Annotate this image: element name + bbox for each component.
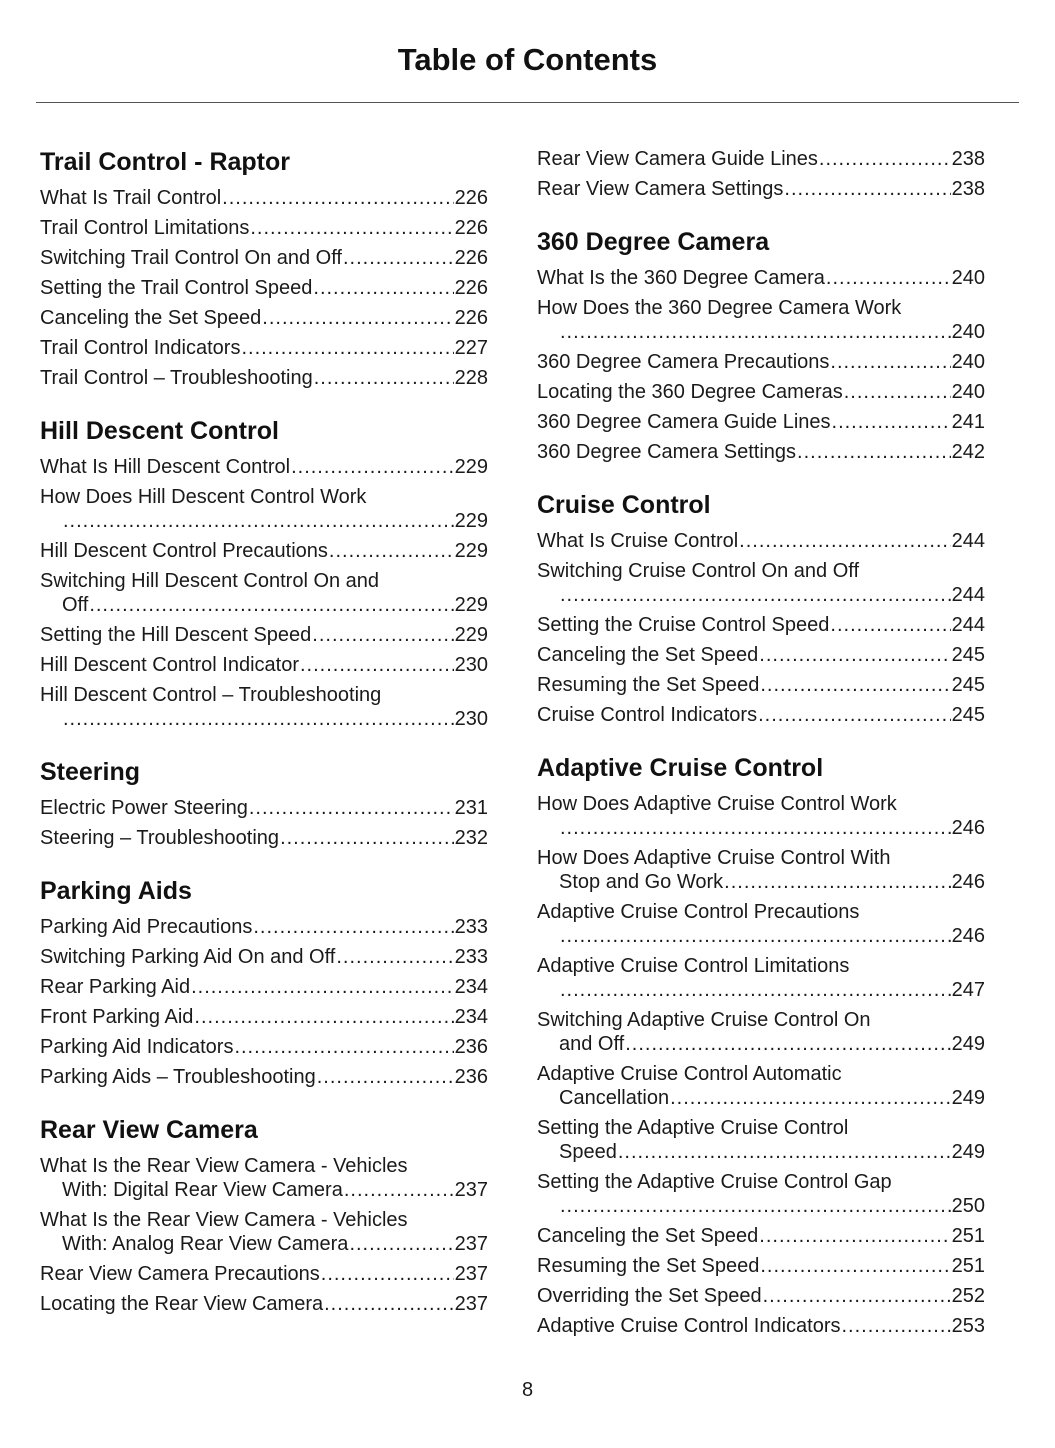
page-number-ref: 231 <box>454 797 488 819</box>
toc-entry-lastline <box>40 246 488 270</box>
toc-entry-lastline <box>40 945 488 969</box>
page-number-ref: 237 <box>454 1233 488 1255</box>
toc-entry <box>40 975 488 999</box>
dot-leader <box>313 276 453 300</box>
toc-entry <box>40 569 488 617</box>
toc-entry <box>40 1035 488 1059</box>
toc-entry-text: Rear Parking Aid <box>40 976 191 998</box>
toc-entry-text: Rear View Camera Settings <box>537 178 784 200</box>
page-number-ref: 226 <box>454 307 488 329</box>
page-footer-number: 8 <box>521 1379 534 1401</box>
page-number-ref: 244 <box>951 584 985 606</box>
dot-leader <box>194 1005 453 1029</box>
toc-column-right <box>537 147 985 1344</box>
page-number-ref: 249 <box>951 1141 985 1163</box>
toc-entry <box>40 485 488 533</box>
toc-entry-lastline <box>537 816 985 840</box>
toc-entry-lastline <box>40 366 488 390</box>
page-number-ref: 240 <box>951 321 985 343</box>
toc-entry <box>537 673 985 697</box>
toc-entry-lastline <box>537 147 985 171</box>
toc-entry-text: Setting the Cruise Control Speed <box>537 614 830 636</box>
toc-entry <box>40 216 488 240</box>
toc-entry-text: Switching Trail Control On and Off <box>40 247 342 269</box>
toc-entry <box>537 613 985 637</box>
dot-leader <box>329 539 454 563</box>
dot-leader <box>262 306 453 330</box>
toc-entry-text: Setting the Adaptive Cruise Control Gap <box>537 1171 892 1193</box>
toc-entry-lastline <box>40 1262 488 1286</box>
toc-entry <box>40 915 488 939</box>
dot-leader <box>560 583 951 607</box>
toc-entry <box>40 539 488 563</box>
dot-leader <box>300 653 454 677</box>
page-number-ref: 240 <box>951 351 985 373</box>
page-number-ref: 234 <box>454 976 488 998</box>
toc-entry-text: Trail Control – Troubleshooting <box>40 367 313 389</box>
toc-section <box>40 455 488 731</box>
dot-leader <box>784 177 950 201</box>
page-number-ref: 251 <box>951 1225 985 1247</box>
dot-leader <box>763 1284 951 1308</box>
page-number-ref: 237 <box>454 1263 488 1285</box>
page-number-ref: 249 <box>951 1033 985 1055</box>
toc-entry-text: Switching Cruise Control On and Off <box>537 560 860 582</box>
toc-entry <box>40 796 488 820</box>
dot-leader <box>63 509 454 533</box>
title-divider <box>36 102 1019 103</box>
toc-entry-lastline <box>537 1284 985 1308</box>
section-heading: Steering <box>40 758 141 786</box>
toc-entry-text: 360 Degree Camera Precautions <box>537 351 830 373</box>
toc-entry <box>537 1254 985 1278</box>
toc-entry-text: 360 Degree Camera Settings <box>537 441 797 463</box>
toc-entry-lastline <box>40 1292 488 1316</box>
dot-leader <box>336 945 453 969</box>
toc-entry <box>537 954 985 1002</box>
toc-entry <box>537 1116 985 1164</box>
toc-entry-text: With: Digital Rear View Camera <box>62 1179 343 1201</box>
toc-entry-lastline <box>537 320 985 344</box>
toc-section <box>40 1154 488 1316</box>
toc-entry-text: Resuming the Set Speed <box>537 1255 760 1277</box>
toc-entry-lastline <box>537 380 985 404</box>
toc-entry-lastline <box>537 266 985 290</box>
toc-entry-text: Overriding the Set Speed <box>537 1285 762 1307</box>
toc-entry-text: Stop and Go Work <box>559 871 724 893</box>
page-number-ref: 240 <box>951 267 985 289</box>
toc-entry-lastline <box>40 539 488 563</box>
page-number-ref: 236 <box>454 1036 488 1058</box>
toc-entry <box>40 653 488 677</box>
toc-entry <box>537 440 985 464</box>
dot-leader <box>560 320 951 344</box>
toc-entry-lastline <box>537 1254 985 1278</box>
toc-entry <box>537 266 985 290</box>
toc-entry <box>40 1292 488 1316</box>
toc-entry <box>537 529 985 553</box>
toc-entry-lastline <box>40 1232 488 1256</box>
toc-entry-text: Resuming the Set Speed <box>537 674 760 696</box>
page-number-ref: 228 <box>454 367 488 389</box>
toc-entry-text: 360 Degree Camera Guide Lines <box>537 411 831 433</box>
toc-entry-text: Setting the Adaptive Cruise Control <box>537 1117 849 1139</box>
page-number-ref: 229 <box>454 510 488 532</box>
toc-entry-text: How Does Adaptive Cruise Control Work <box>537 793 897 815</box>
toc-entry-lastline <box>537 1194 985 1218</box>
toc-entry <box>40 455 488 479</box>
toc-entry-text: Steering – Troubleshooting <box>40 827 280 849</box>
toc-entry <box>40 366 488 390</box>
toc-entry <box>40 336 488 360</box>
toc-entry-text: Cancellation <box>559 1087 670 1109</box>
page-number-ref: 226 <box>454 187 488 209</box>
toc-entry-text: How Does the 360 Degree Camera Work <box>537 297 902 319</box>
toc-entry <box>537 1224 985 1248</box>
dot-leader <box>89 593 453 617</box>
page-number-ref: 234 <box>454 1006 488 1028</box>
toc-entry-lastline <box>537 1032 985 1056</box>
toc-entry-lastline <box>537 673 985 697</box>
dot-leader <box>291 455 454 479</box>
toc-entry-text: How Does Adaptive Cruise Control With <box>537 847 891 869</box>
dot-leader <box>241 336 453 360</box>
dot-leader <box>321 1262 454 1286</box>
toc-entry-lastline <box>537 978 985 1002</box>
dot-leader <box>560 978 951 1002</box>
toc-entry-lastline <box>537 1140 985 1164</box>
page-number-ref: 252 <box>951 1285 985 1307</box>
toc-entry-lastline <box>40 1005 488 1029</box>
section-heading: Parking Aids <box>40 877 192 905</box>
dot-leader <box>250 216 453 240</box>
toc-entry <box>40 1005 488 1029</box>
toc-entry-text: Speed <box>559 1141 617 1163</box>
toc-entry <box>537 1008 985 1056</box>
page-header <box>0 0 1055 103</box>
page-number-ref: 241 <box>951 411 985 433</box>
toc-entry-lastline <box>40 1035 488 1059</box>
toc-entry-text: Cruise Control Indicators <box>537 704 758 726</box>
dot-leader <box>222 186 453 210</box>
toc-entry <box>40 276 488 300</box>
dot-leader <box>280 826 454 850</box>
page-number-ref: 246 <box>951 817 985 839</box>
page-number-ref: 245 <box>951 704 985 726</box>
toc-section <box>40 796 488 850</box>
dot-leader <box>249 796 454 820</box>
toc-entry-text: How Does Hill Descent Control Work <box>40 486 367 508</box>
page-number-ref: 227 <box>454 337 488 359</box>
toc-section <box>40 915 488 1089</box>
toc-entry <box>537 846 985 894</box>
page-number-ref: 250 <box>951 1195 985 1217</box>
toc-entry <box>537 1284 985 1308</box>
toc-entry-lastline <box>537 529 985 553</box>
dot-leader <box>724 870 950 894</box>
toc-entry <box>40 945 488 969</box>
toc-entry-text: What Is Cruise Control <box>537 530 739 552</box>
toc-entry-lastline <box>537 1086 985 1110</box>
toc-entry-lastline <box>537 1314 985 1338</box>
page-number-ref: 247 <box>951 979 985 1001</box>
dot-leader <box>63 707 454 731</box>
toc-entry <box>537 147 985 171</box>
page-number-ref: 233 <box>454 946 488 968</box>
section-heading: Trail Control - Raptor <box>40 148 290 176</box>
toc-entry <box>537 296 985 344</box>
page-number-ref: 251 <box>951 1255 985 1277</box>
section-heading: Cruise Control <box>537 491 711 519</box>
toc-entry <box>40 1208 488 1256</box>
page-number-ref: 236 <box>454 1066 488 1088</box>
toc-entry-lastline <box>40 707 488 731</box>
toc-entry <box>537 350 985 374</box>
dot-leader <box>832 410 951 434</box>
page-number-ref: 229 <box>454 456 488 478</box>
dot-leader <box>844 380 951 404</box>
dot-leader <box>826 266 951 290</box>
toc-entry-lastline <box>40 509 488 533</box>
toc-entry-text: Parking Aids – Troubleshooting <box>40 1066 316 1088</box>
toc-entry <box>537 380 985 404</box>
dot-leader <box>560 816 951 840</box>
toc-column-left <box>40 147 488 1344</box>
dot-leader <box>625 1032 950 1056</box>
toc-entry-text: Adaptive Cruise Control Precautions <box>537 901 860 923</box>
toc-entry <box>40 306 488 330</box>
dot-leader <box>344 1178 454 1202</box>
page-number-ref: 240 <box>951 381 985 403</box>
toc-entry-lastline <box>40 455 488 479</box>
toc-entry-text: Parking Aid Indicators <box>40 1036 234 1058</box>
section-heading: Adaptive Cruise Control <box>537 754 824 782</box>
page-title: Table of Contents <box>397 42 658 77</box>
toc-entry-text: With: Analog Rear View Camera <box>62 1233 349 1255</box>
page-number-ref: 249 <box>951 1087 985 1109</box>
dot-leader <box>191 975 454 999</box>
toc-entry <box>40 683 488 731</box>
page-number-ref: 246 <box>951 871 985 893</box>
toc-entry-text: What Is the Rear View Camera - Vehicles <box>40 1209 408 1231</box>
page-number-ref: 245 <box>951 674 985 696</box>
dot-leader <box>312 623 453 647</box>
toc-entry <box>40 1065 488 1089</box>
toc-entry-lastline <box>537 613 985 637</box>
toc-entry-lastline <box>40 306 488 330</box>
toc-entry-lastline <box>40 1178 488 1202</box>
toc-entry <box>40 826 488 850</box>
toc-section <box>537 792 985 1338</box>
toc-entry-text: Adaptive Cruise Control Indicators <box>537 1315 841 1337</box>
toc-entry-text: Locating the 360 Degree Cameras <box>537 381 843 403</box>
dot-leader <box>560 1194 951 1218</box>
page-number-ref: 237 <box>454 1293 488 1315</box>
page-number-ref: 238 <box>951 148 985 170</box>
toc-entry-text: Parking Aid Precautions <box>40 916 253 938</box>
toc-entry-lastline <box>40 593 488 617</box>
toc-entry-text: Rear View Camera Precautions <box>40 1263 320 1285</box>
toc-entry-text: What Is Hill Descent Control <box>40 456 291 478</box>
toc-entry-lastline <box>40 796 488 820</box>
toc-entry-lastline <box>537 583 985 607</box>
toc-entry-lastline <box>537 924 985 948</box>
dot-leader <box>314 366 454 390</box>
toc-section <box>40 186 488 390</box>
toc-entry-lastline <box>40 915 488 939</box>
toc-entry <box>537 643 985 667</box>
toc-entry-text: Off <box>62 594 89 616</box>
toc-columns <box>40 147 985 1344</box>
page-number-ref: 226 <box>454 277 488 299</box>
toc-entry <box>537 559 985 607</box>
page-number-ref: 226 <box>454 217 488 239</box>
toc-entry-text: Switching Hill Descent Control On and <box>40 570 380 592</box>
page-number-ref: 230 <box>454 654 488 676</box>
toc-entry-lastline <box>537 870 985 894</box>
toc-entry-lastline <box>40 216 488 240</box>
toc-entry-lastline <box>537 350 985 374</box>
toc-entry-text: What Is the 360 Degree Camera <box>537 267 825 289</box>
toc-entry <box>537 1062 985 1110</box>
toc-entry-lastline <box>40 623 488 647</box>
toc-entry-text: What Is Trail Control <box>40 187 222 209</box>
toc-entry-lastline <box>40 186 488 210</box>
toc-entry <box>40 1154 488 1202</box>
toc-entry-text: Hill Descent Control Indicator <box>40 654 299 676</box>
page-number-ref: 244 <box>951 614 985 636</box>
toc-entry-text: Trail Control Limitations <box>40 217 250 239</box>
dot-leader <box>670 1086 951 1110</box>
toc-entry-lastline <box>537 703 985 727</box>
toc-entry-lastline <box>40 276 488 300</box>
toc-entry-text: Adaptive Cruise Control Automatic <box>537 1063 842 1085</box>
toc-entry-lastline <box>537 177 985 201</box>
toc-section <box>537 147 985 201</box>
toc-entry-lastline <box>537 1224 985 1248</box>
toc-entry-text: Canceling the Set Speed <box>40 307 262 329</box>
toc-entry-lastline <box>40 1065 488 1089</box>
page-number-ref: 246 <box>951 925 985 947</box>
toc-entry <box>40 623 488 647</box>
dot-leader <box>797 440 951 464</box>
dot-leader <box>253 915 453 939</box>
dot-leader <box>317 1065 454 1089</box>
page-number-ref: 230 <box>454 708 488 730</box>
section-heading: Hill Descent Control <box>40 417 279 445</box>
section-heading: 360 Degree Camera <box>537 228 770 256</box>
toc-entry-text: Setting the Hill Descent Speed <box>40 624 312 646</box>
dot-leader <box>324 1292 454 1316</box>
dot-leader <box>819 147 951 171</box>
toc-entry-text: Switching Parking Aid On and Off <box>40 946 336 968</box>
toc-entry-text: What Is the Rear View Camera - Vehicles <box>40 1155 408 1177</box>
toc-entry-text: and Off <box>559 1033 625 1055</box>
toc-entry-text: Canceling the Set Speed <box>537 1225 759 1247</box>
toc-entry <box>40 186 488 210</box>
toc-entry-lastline <box>537 410 985 434</box>
dot-leader <box>234 1035 453 1059</box>
toc-entry-text: Hill Descent Control – Troubleshooting <box>40 684 382 706</box>
page-number-ref: 232 <box>454 827 488 849</box>
dot-leader <box>343 246 454 270</box>
dot-leader <box>841 1314 950 1338</box>
dot-leader <box>758 703 951 727</box>
toc-entry <box>537 177 985 201</box>
page-number-ref: 233 <box>454 916 488 938</box>
toc-entry-text: Setting the Trail Control Speed <box>40 277 313 299</box>
toc-entry-lastline <box>40 653 488 677</box>
toc-entry-text: Hill Descent Control Precautions <box>40 540 328 562</box>
toc-entry <box>537 410 985 434</box>
toc-entry <box>537 1314 985 1338</box>
page-number-ref: 245 <box>951 644 985 666</box>
toc-entry-lastline <box>40 826 488 850</box>
toc-entry-text: Switching Adaptive Cruise Control On <box>537 1009 871 1031</box>
toc-entry-lastline <box>40 336 488 360</box>
dot-leader <box>618 1140 951 1164</box>
toc-entry-text: Electric Power Steering <box>40 797 248 819</box>
page-number-ref: 229 <box>454 540 488 562</box>
page-number-ref: 237 <box>454 1179 488 1201</box>
toc-entry <box>537 703 985 727</box>
page-number-ref: 229 <box>454 624 488 646</box>
toc-entry <box>537 900 985 948</box>
page-number-ref: 253 <box>951 1315 985 1337</box>
toc-entry-lastline <box>537 440 985 464</box>
dot-leader <box>560 924 951 948</box>
dot-leader <box>760 673 950 697</box>
toc-entry <box>40 246 488 270</box>
toc-entry <box>537 792 985 840</box>
page-number-ref: 242 <box>951 441 985 463</box>
toc-section <box>537 266 985 464</box>
dot-leader <box>739 529 950 553</box>
toc-entry-text: Adaptive Cruise Control Limitations <box>537 955 850 977</box>
dot-leader <box>759 1224 950 1248</box>
toc-entry-text: Canceling the Set Speed <box>537 644 759 666</box>
toc-section <box>537 529 985 727</box>
page-number-ref: 229 <box>454 594 488 616</box>
page-number-ref: 226 <box>454 247 488 269</box>
toc-entry-text: Locating the Rear View Camera <box>40 1293 324 1315</box>
toc-entry-text: Trail Control Indicators <box>40 337 241 359</box>
dot-leader <box>759 643 950 667</box>
toc-entry <box>537 1170 985 1218</box>
page-number-ref: 238 <box>951 178 985 200</box>
dot-leader <box>830 613 950 637</box>
toc-entry <box>40 1262 488 1286</box>
toc-entry-lastline <box>537 643 985 667</box>
dot-leader <box>349 1232 453 1256</box>
dot-leader <box>830 350 950 374</box>
toc-entry-text: Rear View Camera Guide Lines <box>537 148 818 170</box>
page-number-ref: 244 <box>951 530 985 552</box>
section-heading: Rear View Camera <box>40 1116 258 1144</box>
dot-leader <box>760 1254 950 1278</box>
toc-entry-text: Front Parking Aid <box>40 1006 194 1028</box>
toc-entry-lastline <box>40 975 488 999</box>
